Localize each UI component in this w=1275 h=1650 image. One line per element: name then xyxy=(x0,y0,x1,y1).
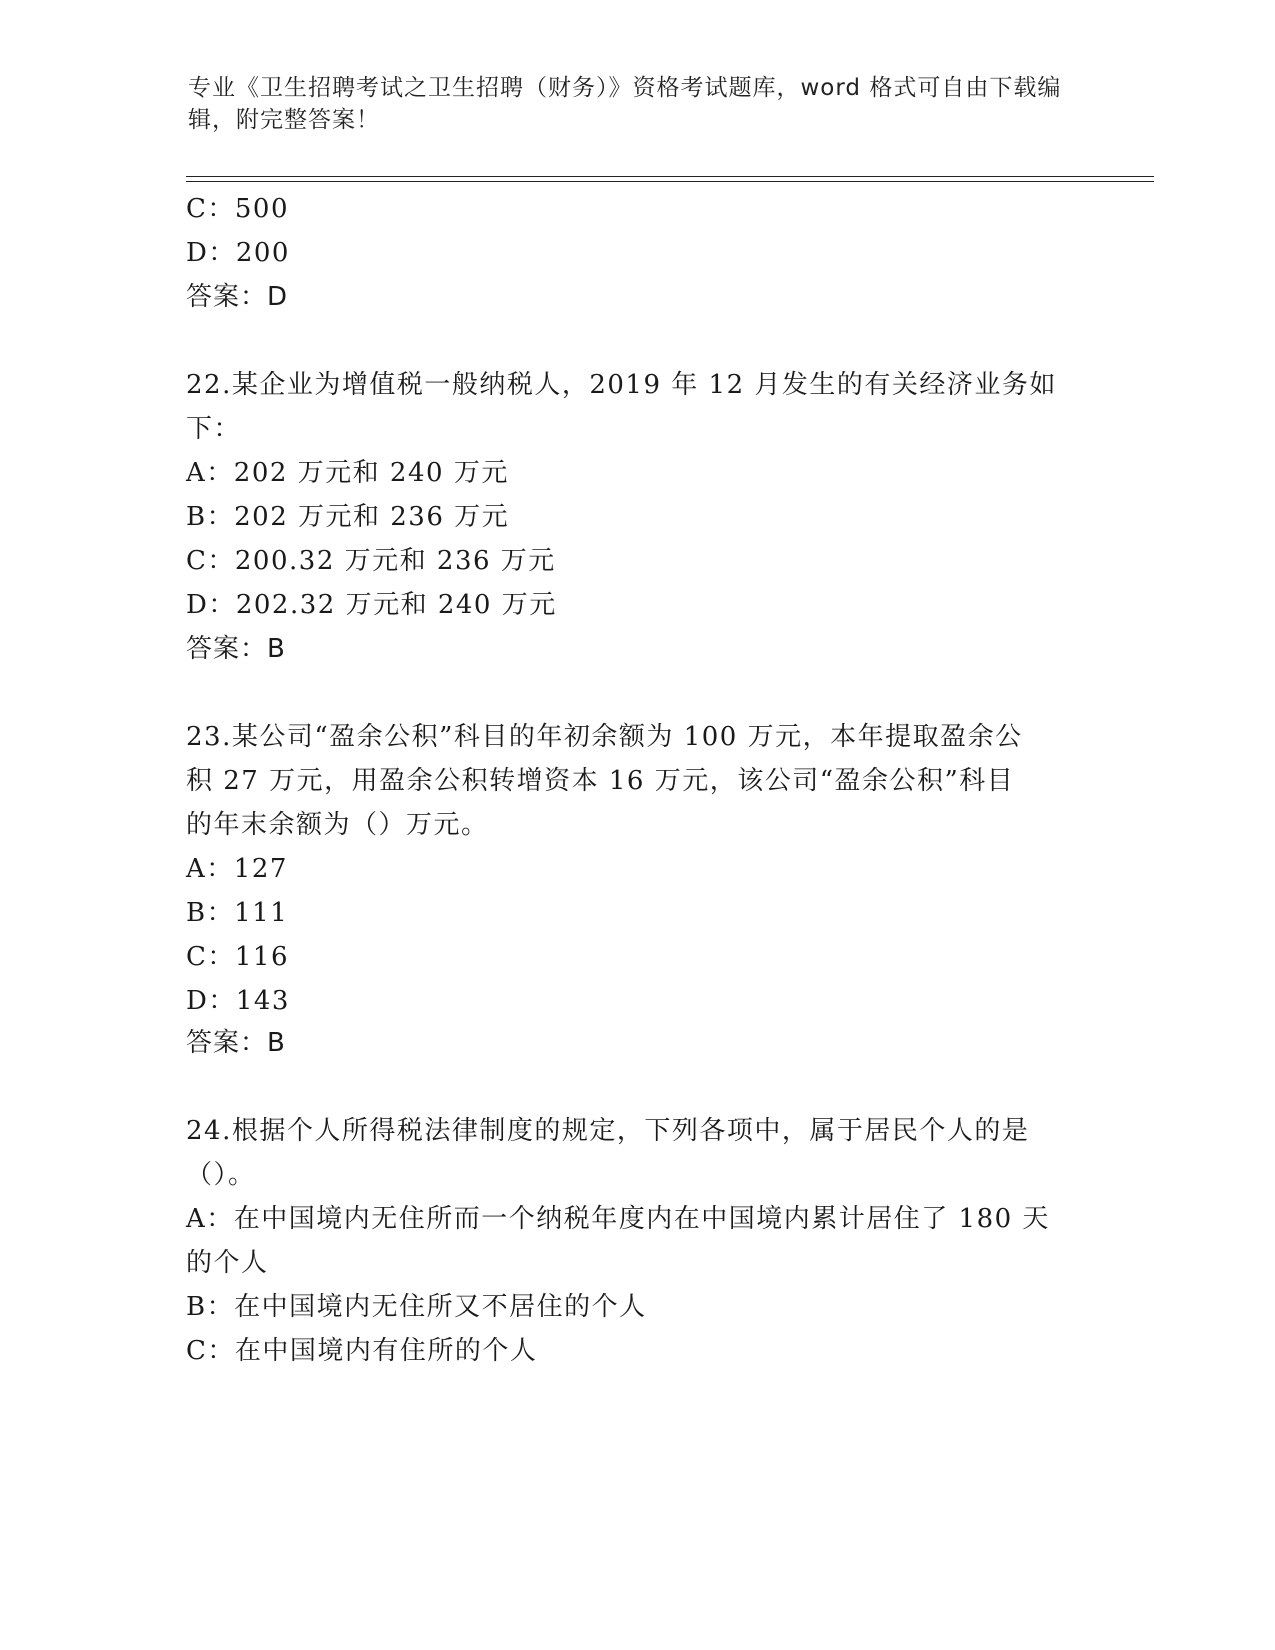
q24-option-b: B：在中国境内无住所又不居住的个人 xyxy=(186,1292,647,1322)
header-divider-top xyxy=(186,176,1154,177)
q21-option-c: C：500 xyxy=(186,194,290,224)
q24-option-c: C：在中国境内有住所的个人 xyxy=(186,1336,538,1366)
q22-answer: 答案：B xyxy=(186,634,286,664)
q23-stem-line2: 积 27 万元，用盈余公积转增资本 16 万元，该公司“盈余公积”科目 xyxy=(186,766,1015,796)
q24-stem-line1: 24.根据个人所得税法律制度的规定，下列各项中，属于居民个人的是 xyxy=(186,1116,1030,1146)
q22-option-a: A：202 万元和 240 万元 xyxy=(186,458,509,488)
q23-stem-line3: 的年末余额为（）万元。 xyxy=(186,810,489,840)
q22-option-b: B：202 万元和 236 万元 xyxy=(186,502,510,532)
q22-option-d: D：202.32 万元和 240 万元 xyxy=(186,590,557,620)
header-divider-bottom xyxy=(186,181,1154,182)
q21-answer: 答案：D xyxy=(186,282,289,312)
q22-stem-line1: 22.某企业为增值税一般纳税人，2019 年 12 月发生的有关经济业务如 xyxy=(186,370,1057,400)
q22-option-c: C：200.32 万元和 236 万元 xyxy=(186,546,556,576)
q23-option-d: D：143 xyxy=(186,986,290,1016)
q24-option-a-line2: 的个人 xyxy=(186,1248,269,1278)
q23-answer: 答案：B xyxy=(186,1028,286,1058)
q23-option-c: C：116 xyxy=(186,942,290,972)
q21-option-d: D：200 xyxy=(186,238,290,268)
document-header: 专业《卫生招聘考试之卫生招聘（财务）》资格考试题库，word 格式可自由下载编辑，附完整答案！ xyxy=(188,75,1062,133)
q24-option-a-line1: A：在中国境内无住所而一个纳税年度内在中国境内累计居住了 180 天 xyxy=(186,1204,1050,1234)
q22-stem-line2: 下： xyxy=(186,414,242,444)
q23-stem-line1: 23.某公司“盈余公积”科目的年初余额为 100 万元，本年提取盈余公 xyxy=(186,722,1023,752)
q24-stem-line2: （）。 xyxy=(186,1160,256,1190)
q23-option-a: A：127 xyxy=(186,854,288,884)
q23-option-b: B：111 xyxy=(186,898,289,928)
